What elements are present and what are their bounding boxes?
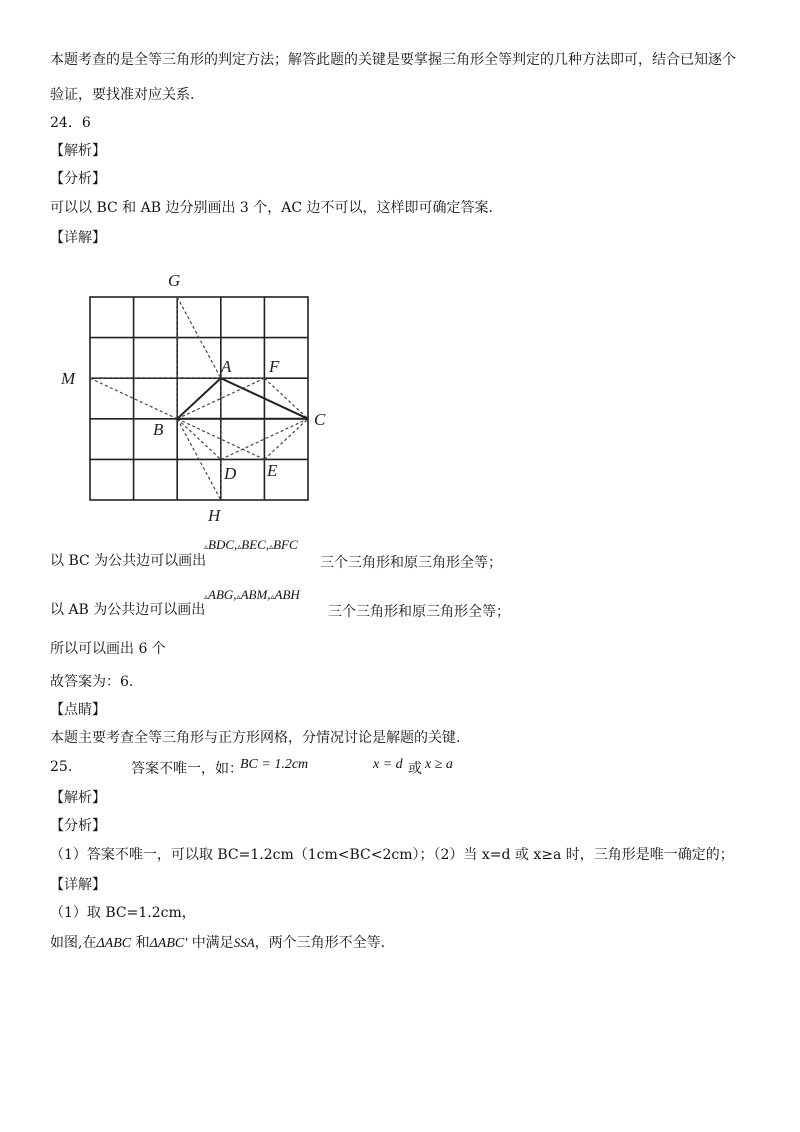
section-xiangjie: 【详解】 xyxy=(50,230,106,246)
bc-line-suffix: 三个三角形和原三角形全等； xyxy=(320,555,502,571)
ab-triangles: ▵ABG,▵ABM,▵ABH xyxy=(204,587,300,602)
six-triangles: 所以可以画出 6 个 xyxy=(50,641,166,657)
q25-or: 或 xyxy=(408,761,422,777)
comment-24: 本题主要考查全等三角形与正方形网格，分情况讨论是解题的关键. xyxy=(50,730,461,746)
grid-figure xyxy=(55,265,355,525)
bc-line-prefix: 以 BC 为公共边可以画出 xyxy=(50,553,207,569)
analysis-25: （1）答案不唯一，可以取 BC=1.2cm（1cm<BC<2cm）；（2）当 x=d 或 x≥a 时，三角形是唯一确定的； xyxy=(50,847,734,863)
label-b: B xyxy=(153,420,164,439)
text-line-2: 验证，要找准对应关系. xyxy=(50,87,195,103)
label-d: D xyxy=(224,464,237,483)
section-fenxi-2: 【分析】 xyxy=(50,818,106,834)
section-jiexi-2: 【解析】 xyxy=(50,790,106,806)
analysis-24: 可以以 BC 和 AB 边分别画出 3 个，AC 边不可以，这样即可确定答案. xyxy=(50,200,493,216)
section-xiangjie-2: 【详解】 xyxy=(50,877,106,893)
label-a: A xyxy=(221,357,232,376)
section-dianjing: 【点睛】 xyxy=(50,702,106,718)
label-e: E xyxy=(267,461,278,480)
label-g: G xyxy=(168,271,181,290)
label-h: H xyxy=(208,506,221,525)
ab-line-prefix: 以 AB 为公共边可以画出 xyxy=(50,602,206,618)
question-25-number: 25. xyxy=(50,759,73,775)
label-c: C xyxy=(314,410,326,429)
q25-bc-value: BC = 1.2cm xyxy=(240,757,309,772)
question-25-text: 答案不唯一，如： xyxy=(131,761,243,777)
section-jiexi: 【解析】 xyxy=(50,143,106,159)
step-1: （1）取 BC=1.2cm， xyxy=(50,905,196,921)
label-m: M xyxy=(61,369,76,388)
label-f: F xyxy=(269,357,280,376)
q25-x-equal: x = d xyxy=(373,757,403,772)
text-line-1: 本题考查的是全等三角形的判定方法；解答此题的关键是要掌握三角形全等判定的几种方法即可，结合已知逐个 xyxy=(50,52,736,68)
triangle-abc xyxy=(177,378,308,419)
ab-line-suffix: 三个三角形和原三角形全等； xyxy=(328,604,510,620)
question-24-answer: 24．6 xyxy=(50,115,91,131)
section-fenxi: 【分析】 xyxy=(50,171,106,187)
figure-sentence: 如图,在ΔABC 和ΔABC' 中满足SSA，两个三角形不全等. xyxy=(50,935,386,951)
answer-24: 故答案为：6. xyxy=(50,674,134,690)
bc-triangles: ▵BDC,▵BEC,▵BFC xyxy=(204,537,298,552)
q25-x-ge: x ≥ a xyxy=(425,757,453,772)
